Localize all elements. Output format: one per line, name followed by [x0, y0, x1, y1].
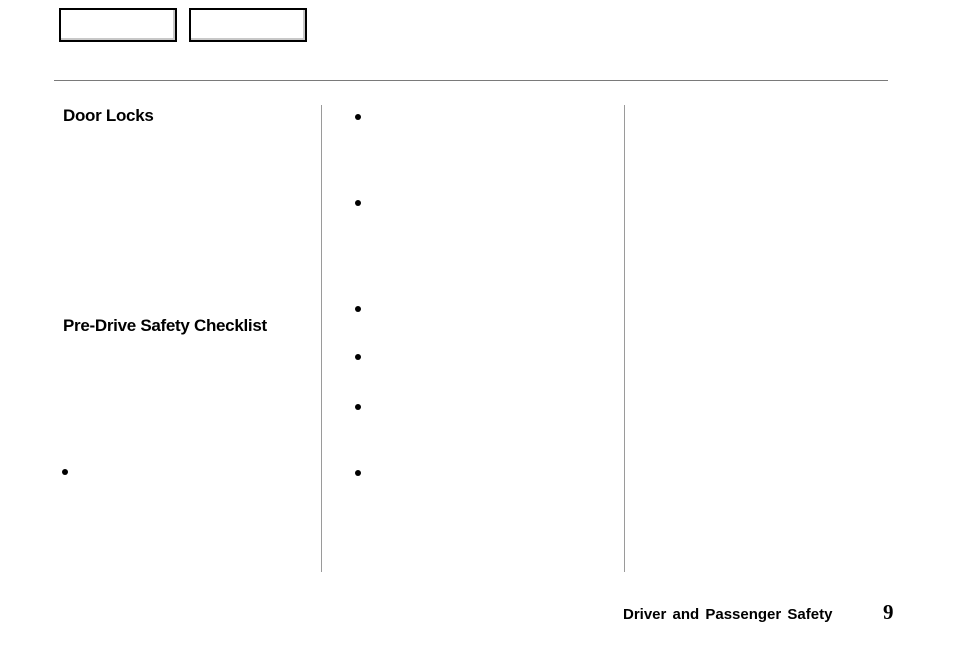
bullet-point — [355, 354, 361, 360]
footer-section-title: Driver and Passenger Safety — [623, 606, 833, 623]
column-divider-right — [624, 105, 625, 572]
column-divider-left — [321, 105, 322, 572]
bullet-point — [355, 470, 361, 476]
bullet-point — [355, 404, 361, 410]
bullet-point — [355, 114, 361, 120]
section-heading-door-locks: Door Locks — [63, 106, 154, 125]
section-heading-pre-drive-checklist: Pre-Drive Safety Checklist — [63, 316, 267, 335]
page-number: 9 — [883, 600, 894, 624]
nav-button-next[interactable] — [189, 8, 307, 42]
nav-button-previous[interactable] — [59, 8, 177, 42]
bullet-point — [355, 306, 361, 312]
bullet-point — [355, 200, 361, 206]
bullet-point — [62, 469, 68, 475]
header-rule — [54, 80, 888, 81]
